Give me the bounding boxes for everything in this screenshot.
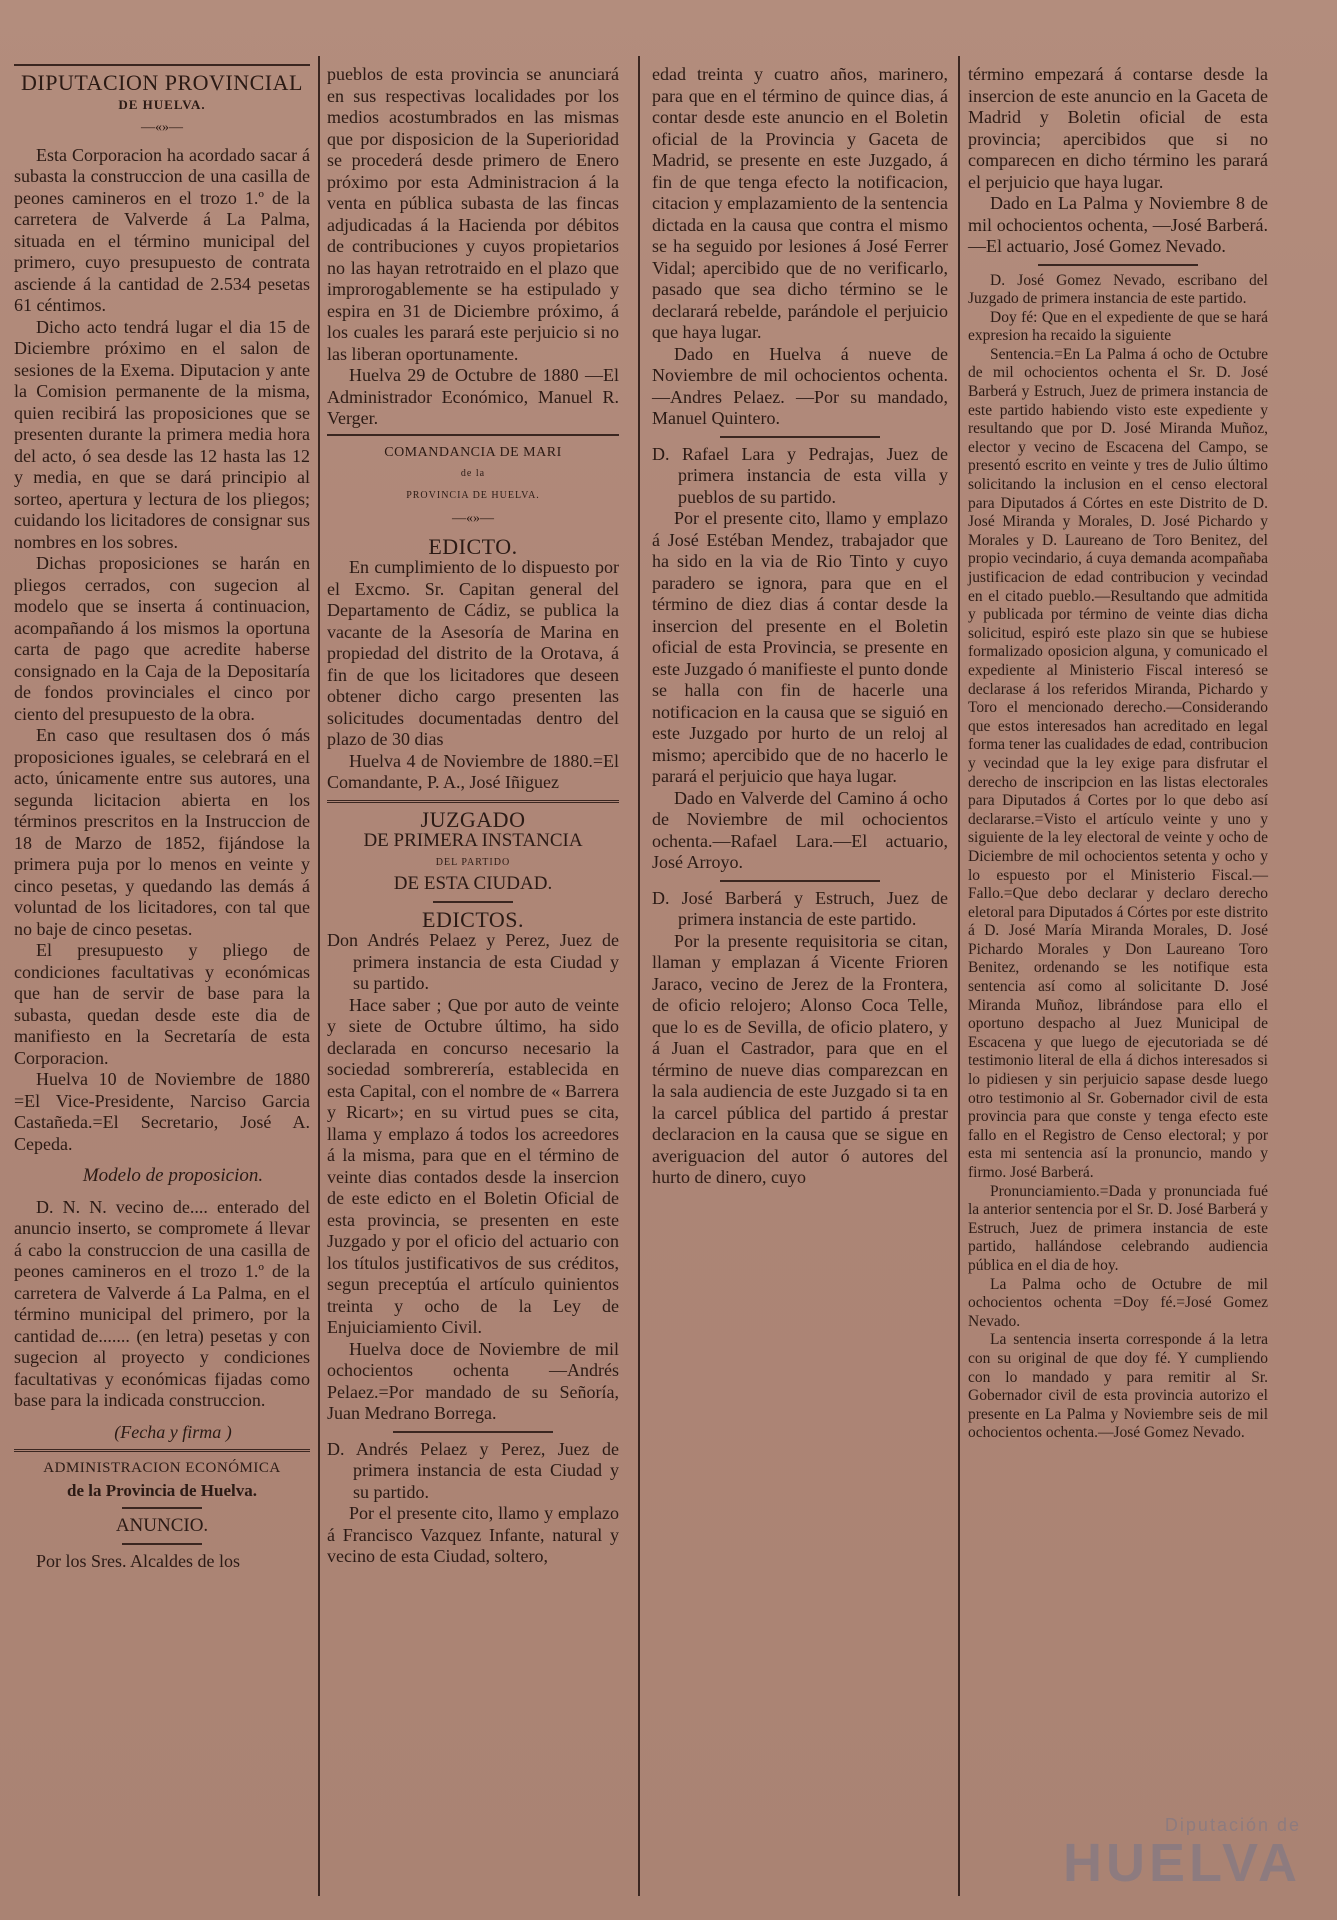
short-rule	[122, 1507, 202, 1509]
column-2	[327, 64, 619, 1568]
paragraph: En caso que resultasen dos ó más proposiciones iguales, se celebrará en el acto, únicamente entre sus autores, una segunda licitacion abierta en los términos prescritos en la Instruccion de 18 de Marzo de 1852, fijándose la primera puja por lo menos en veinte y cinco pesetas, y quedando las demás á voluntad de los licitadores, con tal que no baje de cinco pesetas.	[14, 725, 310, 939]
fecha-firma: (Fecha y firma )	[114, 1421, 232, 1442]
edicto-3-intro	[652, 444, 948, 509]
paragraph: Esta Corporacion ha acordado sacar á subasta la construccion de una casilla de peones camineros en el trozo 1.º de la carretera de Valverde á La Palma, situada en el término municipal del primero, cuyo presupuesto de contrata asciende á la cantidad de 2.534 pesetas 61 céntimos.	[14, 144, 310, 315]
doy-fe: Doy fé: Que en el expediente de que se hará expresion ha recaido la siguiente	[968, 308, 1268, 345]
double-rule	[14, 1449, 310, 1452]
column-divider	[638, 56, 640, 1896]
short-rule	[1038, 264, 1198, 266]
edicto-2-continuation: edad treinta y cuatro años, marinero, para que en el término de quince dias, á contar desde este anuncio en el Boletin oficial de la Provincia y Gaceta de Madrid, se presente en este Juzgado, á fin de que tenga efecto la notificacion, citacion y emplazamiento de la sentencia dictada en la causa que contra el mismo se ha seguido por lesiones á José Ferrer Vidal; apercibido que de no verificarlo, pasado que sea dicho término se le declarará rebelde, parándole el perjuicio que haya lugar.	[652, 64, 948, 342]
column-divider	[958, 56, 960, 1896]
edicto-2-sign: Dado en Huelva á nueve de Noviembre de mil ochocientos ochenta.—Andres Pelaez. —Por su mandado, Manuel Quintero.	[652, 343, 948, 428]
edicto-3-text: Por el presente cito, llamo y emplazo á José Estéban Mendez, trabajador que ha sido en la via de Rio Tinto y cuyo paradero se ignora, para que en el término de diez dias á contar desde la insercion del presente en el Boletin oficial de esta Provincia, se presente en este Juzgado ó manifieste el punto donde se halla con fin de hacerle una notificacion en la causa que se siguió en este Juzgado por hurto de un reloj al mismo; apercibido que de no hacerlo le parará el perjuicio que haya lugar.	[652, 508, 948, 786]
diputacion-heading: DIPUTACION PROVINCIAL	[21, 70, 303, 95]
admin-subheading: de la Provincia de Huelva.	[67, 1480, 257, 1500]
juzgado-heading: JUZGADO	[420, 806, 526, 832]
edicto-3-intro-text: D. Rafael Lara y Pedrajas, Juez de primera instancia de esta villa y pueblos de su partido.	[652, 443, 948, 507]
paragraph: Huelva 10 de Noviembre de 1880 =El Vice-Presidente, Narciso Garcia Castañeda.=El Secretario, José A. Cepeda.	[14, 1069, 310, 1154]
archive-watermark	[1063, 1815, 1301, 1893]
paragraph: El presupuesto y pliego de condiciones facultativas y económicas que han de servir de base para la subasta, quedan desde este dia de manifiesto en la Secretaría de esta Corporacion.	[14, 940, 310, 1068]
edictos-heading: EDICTOS.	[422, 906, 524, 932]
la-palma-sign: La Palma ocho de Octubre de mil ochocientos ochenta =Doy fé.=José Gomez Nevado.	[968, 1275, 1268, 1330]
short-rule	[720, 436, 880, 438]
modelo-text: D. N. N. vecino de.... enterado del anuncio inserto, se compromete á llevar á cabo la construccion de una casilla de peones camineros en el trozo 1.º de la carretera de Valverde á La Palma, en el término municipal del primero, por la cantidad de....... (en letra) pesetas y con sugecion al proyecto y condiciones facultativas y económicas fijadas como base para la indicada construccion.	[14, 1196, 310, 1410]
comandancia-de: de la	[460, 468, 486, 479]
column-divider	[318, 56, 320, 1896]
column-3	[652, 64, 948, 1189]
paragraph: Dichas proposiciones se harán en pliegos cerrados, con sugecion al modelo que se inserta á continuacion, acompañando á los mismos la oportuna carta de pago que acredite haberse consignado en la Caja de la Depositaría de fondos provinciales el cinco por ciento del presupuesto de la obra.	[14, 553, 310, 724]
anuncio-start: Por los Sres. Alcaldes de los	[36, 1550, 240, 1571]
edicto-heading: EDICTO.	[428, 533, 518, 559]
edicto-text: En cumplimiento de lo dispuesto por el Excmo. Sr. Capitan general del Departamento de Cádiz, se publica la vacante de la Asesoría de Marina en propiedad del distrito de la Orotava, á fin de que los licitadores que deseen obtener dicho cargo presenten las solicitudes documentadas dentro del plazo de 30 dias	[327, 557, 619, 749]
edicto-4-continuation: término empezará á contarse desde la insercion de este anuncio en la Gaceta de Madrid y Boletin oficial de esta provincia; apercibidos que si no comparecen en dicho término les parará el perjuicio que haya lugar.	[968, 64, 1268, 192]
edicto-4-intro-text: D. José Barberá y Estruch, Juez de primera instancia de este partido.	[652, 887, 948, 929]
edicto-2-text: Por el presente cito, llamo y emplazo á Francisco Vazquez Infante, natural y vecino de esta Ciudad, soltero,	[327, 1503, 619, 1566]
ornament: —«»—	[141, 120, 183, 135]
modelo-title: Modelo de proposicion.	[82, 1165, 264, 1186]
edicto-1-text: Hace saber ; Que por auto de veinte y siete de Octubre último, ha sido declarada en concurso necesario la sociedad sombrerería, establecida en esta Capital, con el nombre de « Barrera y Ricart»; en su virtud pues se cita, llama y emplazo á todos los acreedores á la misma, para que en el término de veinte dias contados desde la insercion de este edicto en el Boletin Oficial de esta provincia, se presenten en este Juzgado y por el oficio del actuario con los títulos justificativos de sus créditos, segun preceptúa el artículo quinientos treinta y ocho de la Ley de Enjuiciamiento Civil.	[327, 994, 619, 1337]
edicto-4-intro	[652, 888, 948, 931]
short-rule	[720, 880, 880, 882]
edicto-1-sign: Huelva doce de Noviembre de mil ochocientos ochenta —Andrés Pelaez.=Por mandado de su Señoría, Juan Medrano Borrega.	[327, 1338, 619, 1423]
edicto-2-intro-text: D. Andrés Pelaez y Perez, Juez de primera instancia de esta Ciudad y su partido.	[327, 1438, 619, 1502]
gomez-intro: D. José Gomez Nevado, escribano del Juzgado de primera instancia de este partido.	[968, 271, 1268, 308]
column-4	[968, 64, 1268, 1443]
watermark-line-1: Diputación de	[1164, 1815, 1301, 1835]
anuncio-heading: ANUNCIO.	[115, 1515, 209, 1536]
diputacion-subheading: DE HUELVA.	[118, 96, 206, 112]
watermark-line-2: HUELVA	[1063, 1833, 1301, 1893]
comandancia-provincia: PROVINCIA DE HUELVA.	[406, 489, 540, 501]
anuncio-sign: Huelva 29 de Octubre de 1880 —El Administrador Económico, Manuel R. Verger.	[327, 365, 619, 428]
sentencia: Sentencia.=En La Palma á ocho de Octubre de mil ochocientos ochenta el Sr. D. José Barberá y Estruch, Juez de primera instancia de este partido habiendo visto este expediente y resultando que por D. José Miranda Muñoz, elector y vecino de Escacena del Campo, se presentó escrito en veinte y tres de Julio último solicitando la inclusion en el censo electoral para Diputados á Córtes en este Distrito de D. José Miranda y Morales, D. José Pichardo y Morales y D. Laureano de Toro Benitez, del propio vecindario, á cuya demanda acompañaba justificacion de edad contribucion y vecindad en el citado pueblo.—Resultando que admitida y publicada por término de veinte dias dicha solicitud, espiró este plazo sin que se hubiese formalizado oposicion alguna, y comunicado el expediente al Ministerio Fiscal interesó se declarase á los referidos Miranda, Pichardo y Toro el mencionado derecho.—Considerando que estos interesados han acreditado en legal forma tener las cualidades de edad, contribucion y vecindad que la ley exige para disfrutar el derecho de inscripcion en las listas electorales para Diputados á Cortes por lo que debo así declararse.=Visto el artículo veinte y uno y siguiente de la ley electoral de veinte y ocho de Diciembre de mil ochocientos setenta y ocho y lo espuesto por el Ministerio Fiscal.—Fallo.=Que debo declarar y declaro derecho eletoral para Diputados á Córtes por este distrito á D. José María Miranda Morales, D. José Pichardo Morales y Don Laureano Toro Benitez, ordenando se les notifique esta sentencia así como al solicitante D. José Miranda Muñoz, librándose para ello el oportuno despacho al Juez Municipal de Escacena y que luego de ejecutoriada se dé testimonio literal de ella á dichos interesados si lo pidiesen y sin perjuicio sapase desde luego otro testimonio al Sr. Gobernador civil de esta provincia para que conste y tenga efecto este fallo en el Registro de Censo electoral; y por esta mi sentencia así la pronuncio, mando y firmo. José Barberá.	[968, 345, 1269, 1181]
short-rule	[122, 1543, 202, 1545]
rule	[327, 434, 619, 436]
admin-heading: ADMINISTRACION ECONÓMICA	[43, 1460, 281, 1476]
edicto-4-sign: Dado en La Palma y Noviembre 8 de mil ochocientos ochenta, —José Barberá. —El actuario, José Gomez Nevado.	[968, 193, 1268, 256]
juzgado-ciudad: DE ESTA CIUDAD.	[393, 873, 553, 894]
double-rule	[327, 800, 619, 803]
pronunciamiento: Pronunciamiento.=Dada y pronunciada fué la anterior sentencia por el Sr. D. José Barberá y Estruch, Juez de primera instancia de este partido, hallándose celebrando audiencia pública en el dia de hoy.	[968, 1182, 1268, 1274]
edicto-2-intro	[327, 1439, 619, 1504]
edicto-4-text: Por la presente requisitoria se citan, llaman y emplazan á Vicente Frioren Jaraco, vecino de Jerez de la Frontera, de oficio relojero; Alonso Coca Telle, que lo es de Sevilla, de oficio platero, y á Juan el Castrador, para que en el término de nueve dias comparezcan en la sala audiencia de este Juzgado si ta en la carcel pública del partido á prestar declaracion en la causa que se sigue en averiguacion del autor ó autores del hurto de dinero, cuyo	[652, 930, 948, 1187]
short-rule	[433, 901, 513, 903]
column-1	[14, 60, 310, 1572]
comandancia-heading: COMANDANCIA DE MARI	[384, 444, 562, 460]
ornament: —«»—	[452, 511, 494, 526]
juzgado-partido: DEL PARTIDO	[435, 856, 511, 868]
edicto-1-intro-text: Don Andrés Pelaez y Perez, Juez de primera instancia de esta Ciudad y su partido.	[327, 930, 619, 993]
top-rule	[14, 64, 310, 66]
short-rule	[393, 1431, 553, 1433]
juzgado-instancia: DE PRIMERA INSTANCIA	[363, 830, 583, 851]
edicto-sign: Huelva 4 de Noviembre de 1880.=El Comandante, P. A., José Iñiguez	[327, 750, 619, 792]
paragraph: Dicho acto tendrá lugar el dia 15 de Diciembre próximo en el salon de sesiones de la Exema. Diputacion y ante la Comision permanente de la misma, quien recibirá las proposiciones que se presenten durante la primera media hora del acto, ó sea desde las 12 hasta las 12 y media, en que se dará principio al sorteo, apertura y lectura de los pliegos; cuidando los licitadores de consignar sus nombres en los sobres.	[14, 316, 310, 552]
anuncio-continuation: pueblos de esta provincia se anunciará en sus respectivas localidades por los medios acostumbrados en las mismas que por disposicion de la Superioridad se procederá desde primero de Enero próximo por esta Administracion á la venta en pública subasta de las fincas adjudicadas á la Hacienda por débitos de contribuciones y cuyos propietarios no las hayan retrotraido en el plazo que improrogablemente se ha estipulado y espira en 31 de Diciembre próximo, á los cuales les parará este perjuicio si no las liberan oportunamente.	[327, 64, 619, 364]
final-paragraph: La sentencia inserta corresponde á la letra con su original de que doy fé. Y cumpliendo con lo mandado y para remitir al Sr. Gobernador civil de esta provincia autorizo el presente en La Palma y Noviembre seis de mil ochocientos ochenta.—José Gomez Nevado.	[968, 1331, 1268, 1442]
edicto-1-intro	[327, 930, 619, 995]
edicto-3-sign: Dado en Valverde del Camino á ocho de Noviembre de mil ochocientos ochenta.—Rafael Lara.—El actuario, José Arroyo.	[652, 787, 948, 872]
